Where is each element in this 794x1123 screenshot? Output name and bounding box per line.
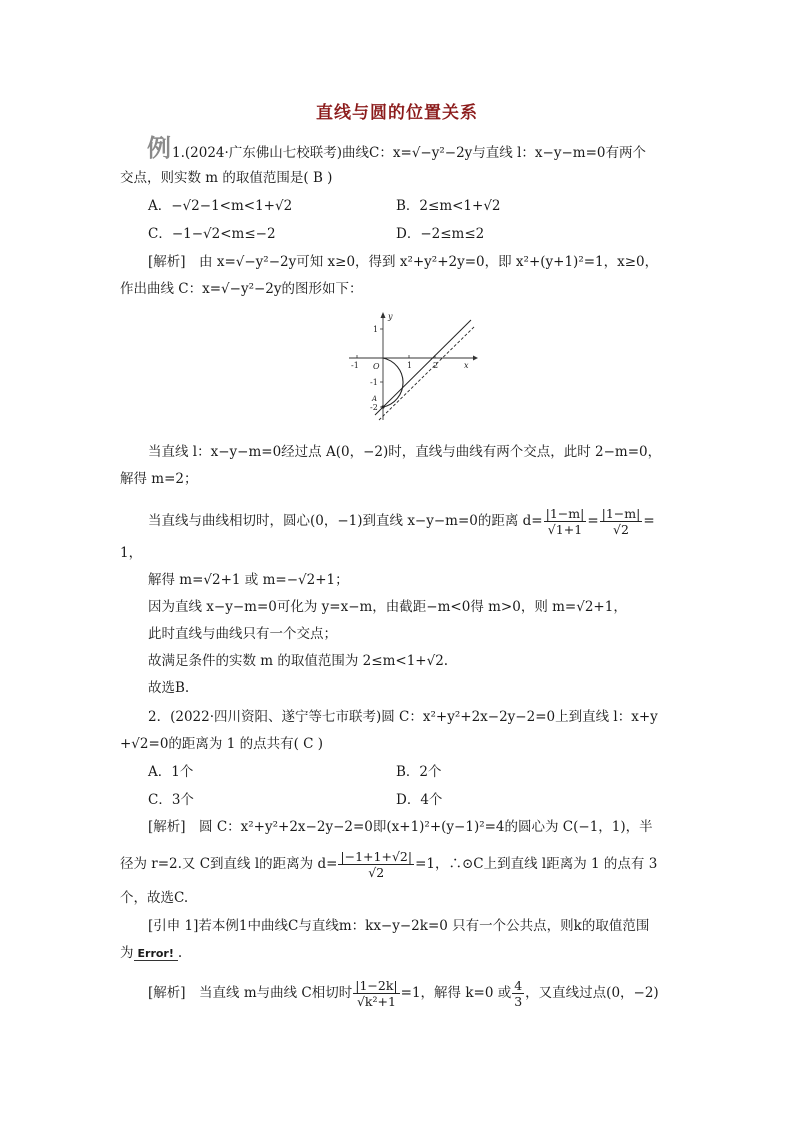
graph-tick-neg2: -2 [370, 403, 378, 412]
q1-solution-7: 解得 m=√2+1 或 m=−√2+1； [148, 572, 349, 588]
q2-solution-3: 个，故选C. [120, 890, 189, 906]
q1-line2: 交点，则实数 m 的取值范围是( B ) [120, 170, 333, 186]
q2-option-c: C．3个 [148, 792, 194, 808]
q1-solution-9: 此时直线与曲线只有一个交点； [148, 626, 337, 642]
error-field: Error! [134, 947, 178, 961]
q1-option-a: A．−√2−1<m<1+√2 [148, 198, 293, 214]
q2-solution-1: [解析] 圆 C：x²+y²+2x−2y−2=0即(x+1)²+(y−1)²=4的圆心为 C(−1，1)，半 [148, 819, 653, 835]
graph-tick-1: 1 [373, 325, 379, 334]
q3-line1: [引申 1]若本例1中曲线C与直线m：kx−y−2k=0 只有一个公共点，则k的取值范围 [148, 918, 650, 934]
graph-origin-label: O [373, 362, 380, 371]
q2-fraction: $\frac{|-1+1+√2|}{√2}$ [340, 849, 413, 880]
q1-solution-2: 作出曲线 C：x=√−y²−2y的图形如下： [120, 281, 363, 297]
graph-point-a: A [372, 395, 378, 403]
page-title: 直线与圆的位置关系 [316, 103, 478, 123]
q2-option-a: A．1个 [148, 764, 194, 780]
q2-option-b: B．2个 [396, 764, 442, 780]
q3-fraction-2: $\frac{4}{3}$ [514, 978, 523, 1009]
q1-solution-11: 故选B. [148, 680, 190, 696]
q1-solution-5-text: 当直线与曲线相切时，圆心(0，−1)到直线 x−y−m=0的距离 d= [148, 513, 543, 529]
q1-option-d: D．−2≤m≤2 [396, 226, 485, 242]
q3-line2: 为 Error! . [120, 945, 183, 961]
q3-fraction-1: $\frac{|1-2k|}{\text{√k²+1}}$ [355, 978, 398, 1009]
q1-fraction-1: $\frac{|1-m|}{√1+1}$ [545, 506, 585, 537]
q1-option-b: B．2≤m<1+√2 [396, 198, 501, 214]
graph-tick-xneg1: -1 [351, 361, 359, 370]
q1-solution-6: 1， [120, 545, 143, 561]
q2-solution-2: 径为 r=2.又 C到直线 l的距离为 d= $\frac{|-1+1+√2|}{√2}$ =1，∴⊙C上到直线 l距离为 1 的点有 3 [120, 849, 658, 880]
q1-solution-10: 故满足条件的实数 m 的取值范围为 2≤m<1+√2. [148, 653, 449, 669]
graph-x-label: x [464, 361, 469, 370]
q1-option-c: C．−1−√2<m≤−2 [148, 226, 276, 242]
graph-tick-x2: 2 [433, 361, 439, 370]
q1-solution-5: 当直线与曲线相切时，圆心(0，−1)到直线 x−y−m=0的距离 d= $\frac{|1-m|}{√1+1}$ = $\frac{|1-m|}{√2}$ = [148, 506, 655, 537]
q1-line1: 1.(2024·广东佛山七校联考)曲线C：x=√−y²−2y与直线 l：x−y−m=0有两个 [172, 145, 646, 161]
q1-solution-4: 解得 m=2； [120, 471, 198, 487]
q1-solution-3: 当直线 l：x−y−m=0经过点 A(0，−2)时，直线与曲线有两个交点，此时 2−m=0， [148, 444, 662, 460]
q1-solution-8: 因为直线 x−y−m=0可化为 y=x−m，由截距−m<0得 m>0，则 m=√2+1， [148, 599, 627, 615]
curve-graph [345, 308, 480, 423]
example-mark: 例 [147, 133, 171, 162]
q2-line1: 2．(2022·四川资阳、遂宁等七市联考)圆 C：x²+y²+2x−2y−2=0上到直线 l：x+y [148, 709, 658, 725]
q1-solution-1: [解析] 由 x=√−y²−2y可知 x≥0，得到 x²+y²+2y=0，即 x²+(y+1)²=1，x≥0， [148, 254, 659, 270]
graph-y-label: y [388, 312, 393, 321]
q2-option-d: D．4个 [396, 792, 443, 808]
q3-solution-1: [解析] 当直线 m与曲线 C相切时 $\frac{|1-2k|}{\text{√k²+1}}$ =1，解得 k=0 或 $\frac{4}{3}$ ，又直线过点(0，−2) [148, 978, 659, 1009]
graph-tick-x1: 1 [407, 361, 413, 370]
graph-tick-neg1: -1 [370, 378, 378, 387]
q1-fraction-2: $\frac{|1-m|}{√2}$ [601, 506, 641, 537]
q2-line2: +√2=0的距离为 1 的点共有( C ) [120, 736, 324, 752]
